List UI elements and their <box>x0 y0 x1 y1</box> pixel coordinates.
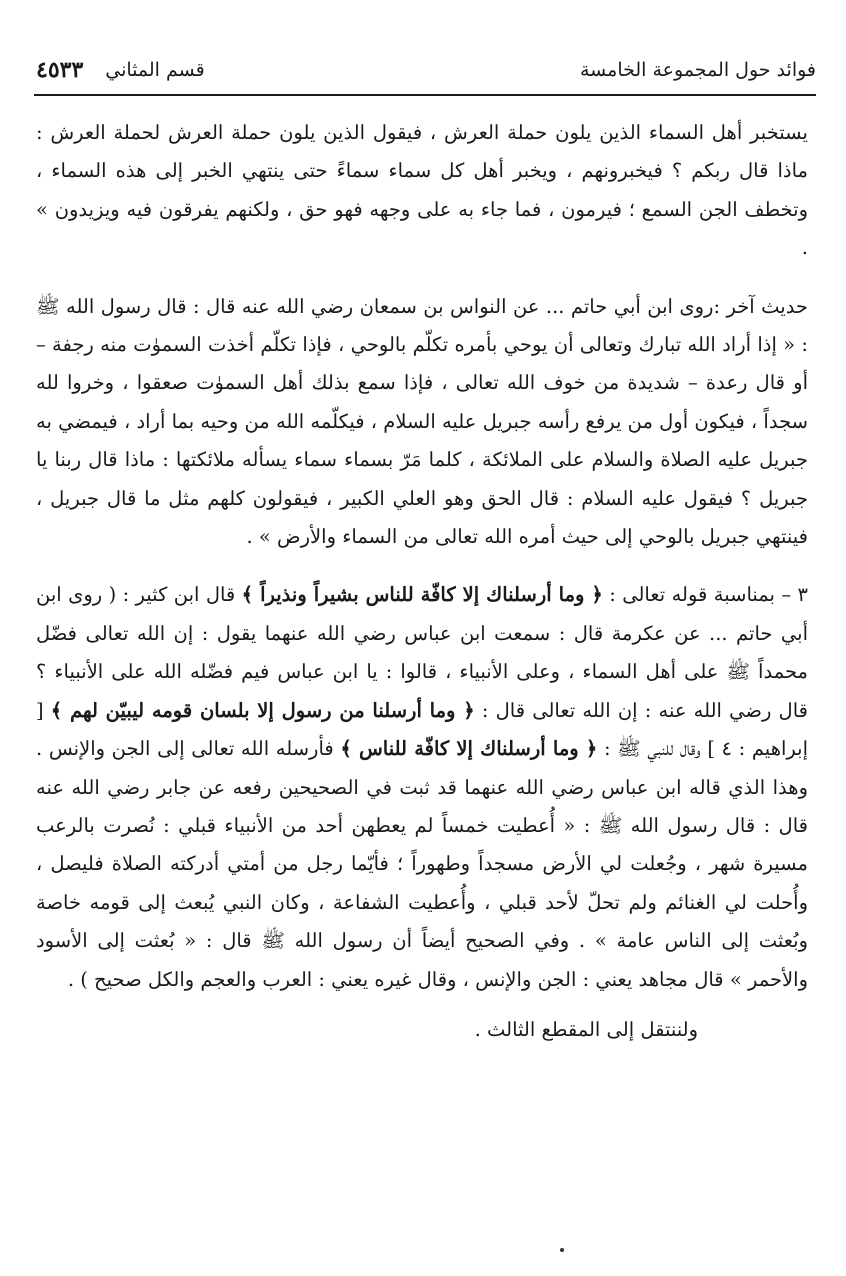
quran-verse-3: ﴿ وما أرسلناك إلا كافّة للناس ﴾ <box>340 737 598 761</box>
footer-dot <box>560 1248 564 1252</box>
paragraph-1: يستخبر أهل السماء الذين يلون حملة العرش ، فيقول الذين يلون حملة العرش لحملة العرش : ماذا قال ربكم ؟ فيخبرونهم ، ويخبر أهل كل سماء سماءً حتى ينتهي الخبر إلى هذه السماء ، وتخطف الجن السمع ؛ فيرمون ، فما جاء به على وجهه فهو حق ، ولكنهم يفرقون فيه ويزيدون » . <box>36 121 808 260</box>
page-meta <box>36 57 205 83</box>
part-label: قسم المثاني <box>105 59 205 81</box>
section-3-intro: ٣ – بمناسبة قوله تعالى : <box>609 583 809 607</box>
running-title: فوائد حول المجموعة الخامسة <box>580 59 816 81</box>
section-3-text-1: قال ابن كثير : ( روى ابن أبي حاتم ... عن عكرمة قال : سمعت ابن عباس رضي الله عنهما يقول : إن الله تعالى فضّل محمداً ﷺ على أهل السماء ، وعلى الأنبياء ، قالوا : يا ابن عباس فيم فضّله الله على الأنبياء ؟ قال رضي الله عنه : إن الله تعالى قال : <box>36 583 808 722</box>
body-text <box>36 114 808 1049</box>
paragraph-2: حديث آخر :روى ابن أبي حاتم ... عن النواس بن سمعان رضي الله عنه قال : قال رسول الله ﷺ : « إذا أراد الله تبارك وتعالى أن يوحي بأمره تكلّم بالوحي ، فإذا تكلّم أخذت السموٰت منه رجفة – أو قال رعدة – شديدة من خوف الله تعالى ، فإذا سمع بذلك أهل السموٰت صعقوا ، وخروا لله سجداً ، فيكون أول من يرفع رأسه جبريل عليه السلام ، فيكلّمه الله من وحيه بما أراد ، فيمضي به جبريل عليه الصلاة والسلام على الملائكة ، كلما مَرّ بسماء سماء يسأله ملائكتها : ماذا قال ربنا يا جبريل ؟ فيقول عليه السلام : قال الحق وهو العلي الكبير ، فيقولون كلهم مثل ما قال جبريل ، فينتهي جبريل بالوحي إلى حيث أمره الله تعالى من السماء والأرض » . <box>36 294 808 549</box>
closing-line: ولننتقل إلى المقطع الثالث . <box>474 1017 698 1041</box>
header-rule <box>34 94 816 96</box>
paragraph-3 <box>36 576 808 998</box>
section-3-text-2: [ إبراهيم : ٤ ] وقال للنبي ﷺ : <box>36 698 809 761</box>
page-header <box>36 50 816 90</box>
quran-verse-2: ﴿ وما أرسلنا من رسول إلا بلسان قومه ليبيّن لهم ﴾ <box>50 698 475 722</box>
quran-verse-1: ﴿ وما أرسلناك إلا كافّة للناس بشيراً ونذيراً ﴾ <box>241 583 603 607</box>
page-number: ٤٥٣٣ <box>36 57 84 83</box>
section-3-text-3: فأرسله الله تعالى إلى الجن والإنس . وهذا الذي قاله ابن عباس رضي الله عنهما قد ثبت في الصحيحين رفعه عن جابر رضي الله عنه قال : قال رسول الله ﷺ : « أُعطيت خمساً لم يعطهن أحد من الأنبياء قبلي : نُصرت بالرعب مسيرة شهر ، وجُعلت لي الأرض مسجداً وطهوراً ؛ فأيّما رجل من أمتي أدركته الصلاة فليصل ، وأُحلت لي الغنائم ولم تحلّ لأحد قبلي ، وأُعطيت الشفاعة ، وكان النبي يُبعث إلى قومه خاصة وبُعثت إلى الناس عامة » . وفي الصحيح أيضاً أن رسول الله ﷺ قال : « بُعثت إلى الأسود والأحمر » قال مجاهد يعني : الجن والإنس ، وقال غيره يعني : العرب والعجم والكل صحيح ) . <box>36 737 808 991</box>
